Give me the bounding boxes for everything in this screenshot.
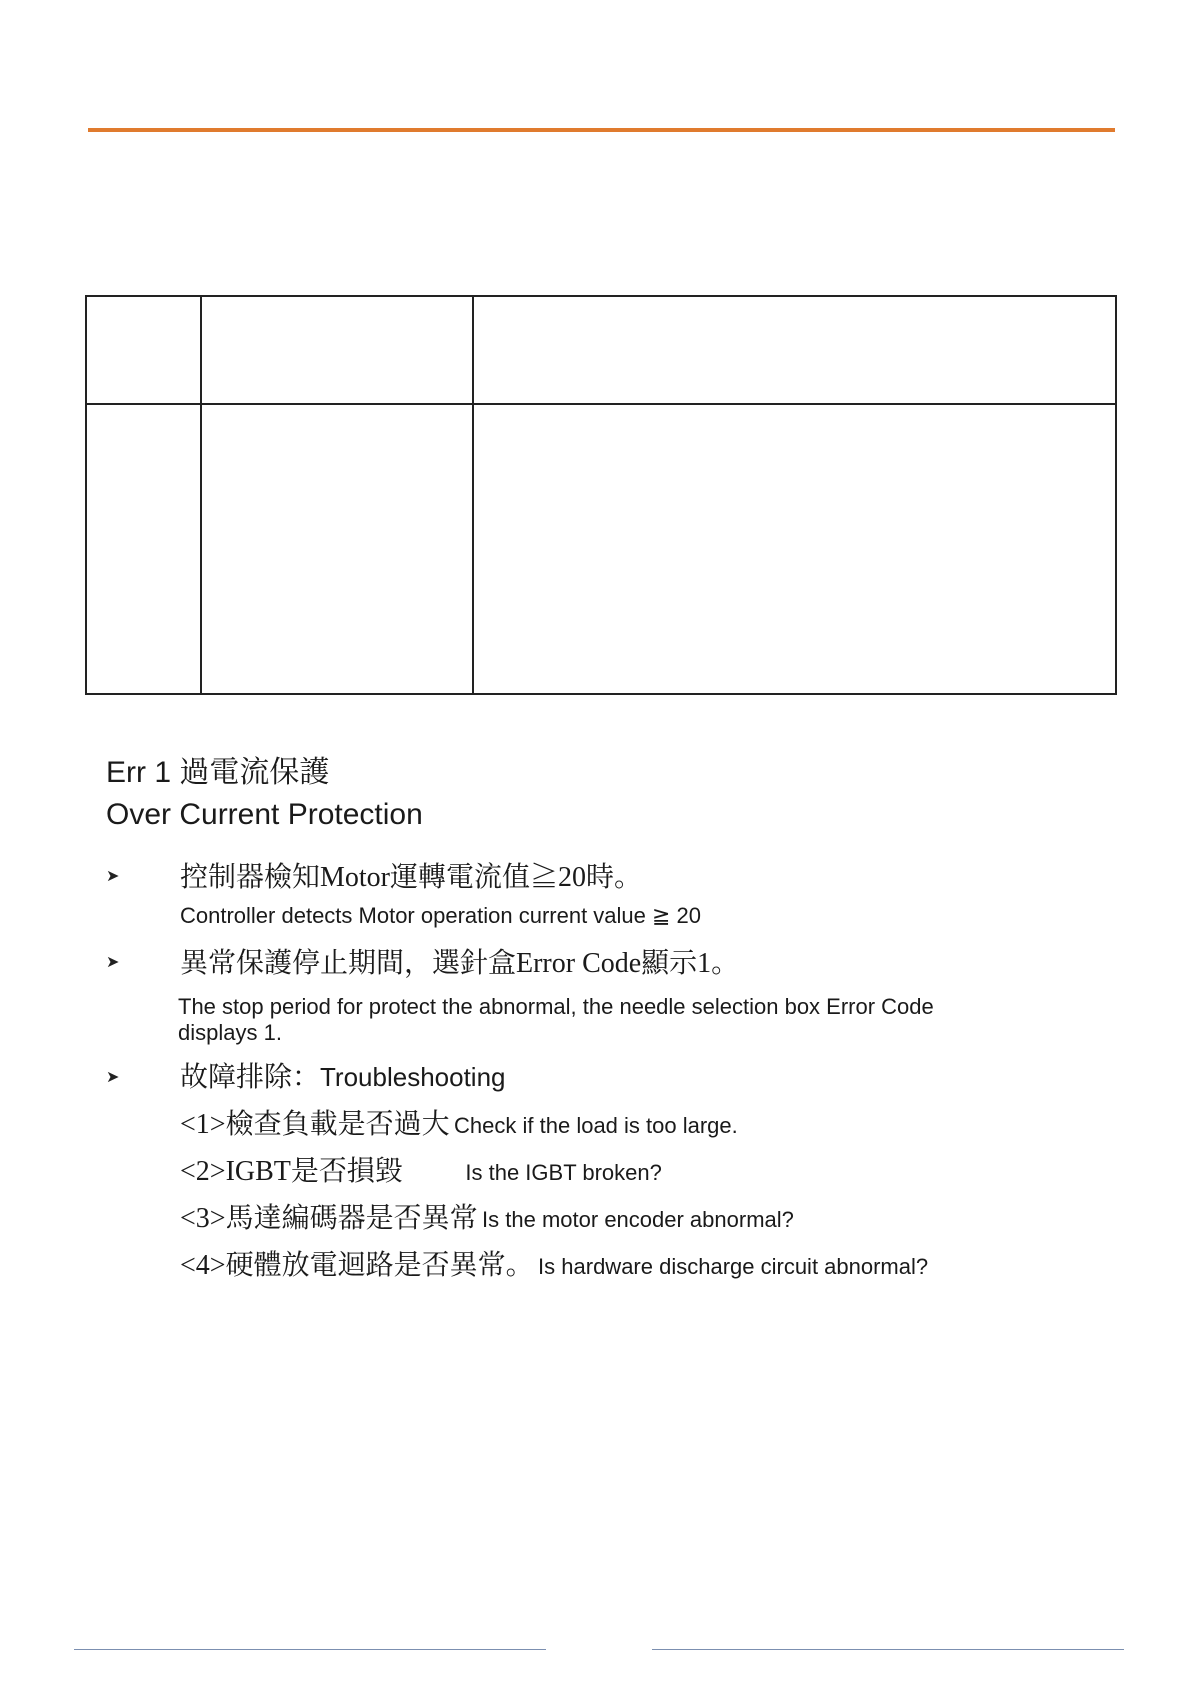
step-3-zh: <3>馬達編碼器是否異常: [180, 1203, 478, 1234]
step-2-zh: <2>IGBT是否損毀: [180, 1156, 403, 1187]
bullet-2-zh: 異常保護停止期間，選針盒Error Code顯示1。: [180, 948, 740, 979]
bullet-arrow-icon: ➤: [106, 868, 120, 885]
troubleshoot-step-2: [180, 1149, 662, 1189]
bullet-1-zh: 控制器檢知Motor運轉電流值≧20時。: [180, 862, 643, 893]
footer-rule-left: [74, 1649, 546, 1650]
bullet-arrow-icon: ➤: [106, 954, 120, 971]
table-cell: [86, 296, 201, 404]
bullet-3-en: Troubleshooting: [320, 1062, 506, 1092]
step-4-zh: <4>硬體放電迴路是否異常。: [180, 1250, 534, 1281]
bullet-3-zh: 故障排除：: [180, 1062, 321, 1093]
bullet-arrow-icon: ➤: [106, 1069, 120, 1086]
title-zh: 過電流保護: [179, 755, 330, 790]
header-rule: [88, 128, 1115, 132]
footer-rule-right: [652, 1649, 1124, 1650]
step-1-en: Check if the load is too large.: [454, 1113, 738, 1138]
step-3-en: Is the motor encoder abnormal?: [482, 1207, 794, 1232]
table-cell: [86, 404, 201, 694]
title-en: Over Current Protection: [106, 798, 423, 831]
title-zh-line: [106, 752, 423, 794]
bullet-2-en-line2: displays 1.: [178, 1020, 282, 1045]
bullet-3: [180, 1055, 506, 1095]
bullet-1-en: Controller detects Motor operation current value ≧ 20: [180, 903, 702, 928]
step-4-en: Is hardware discharge circuit abnormal?: [538, 1254, 929, 1279]
troubleshoot-step-4: [180, 1243, 928, 1283]
table-row: [86, 296, 1116, 404]
troubleshoot-step-3: [180, 1196, 794, 1236]
bullet-2-en-line1: The stop period for protect the abnormal, the needle selection box Error Code: [178, 994, 934, 1019]
table-cell: [201, 296, 473, 404]
table-cell: [473, 296, 1116, 404]
table-row: [86, 404, 1116, 694]
step-2-en: Is the IGBT broken?: [465, 1160, 662, 1185]
table-cell: [201, 404, 473, 694]
troubleshoot-step-1: [180, 1102, 738, 1142]
info-table: [85, 295, 1117, 695]
section-title: [106, 752, 423, 836]
table-cell: [473, 404, 1116, 694]
step-1-zh: <1>檢查負載是否過大: [180, 1109, 450, 1140]
error-code: Err 1: [106, 756, 172, 789]
